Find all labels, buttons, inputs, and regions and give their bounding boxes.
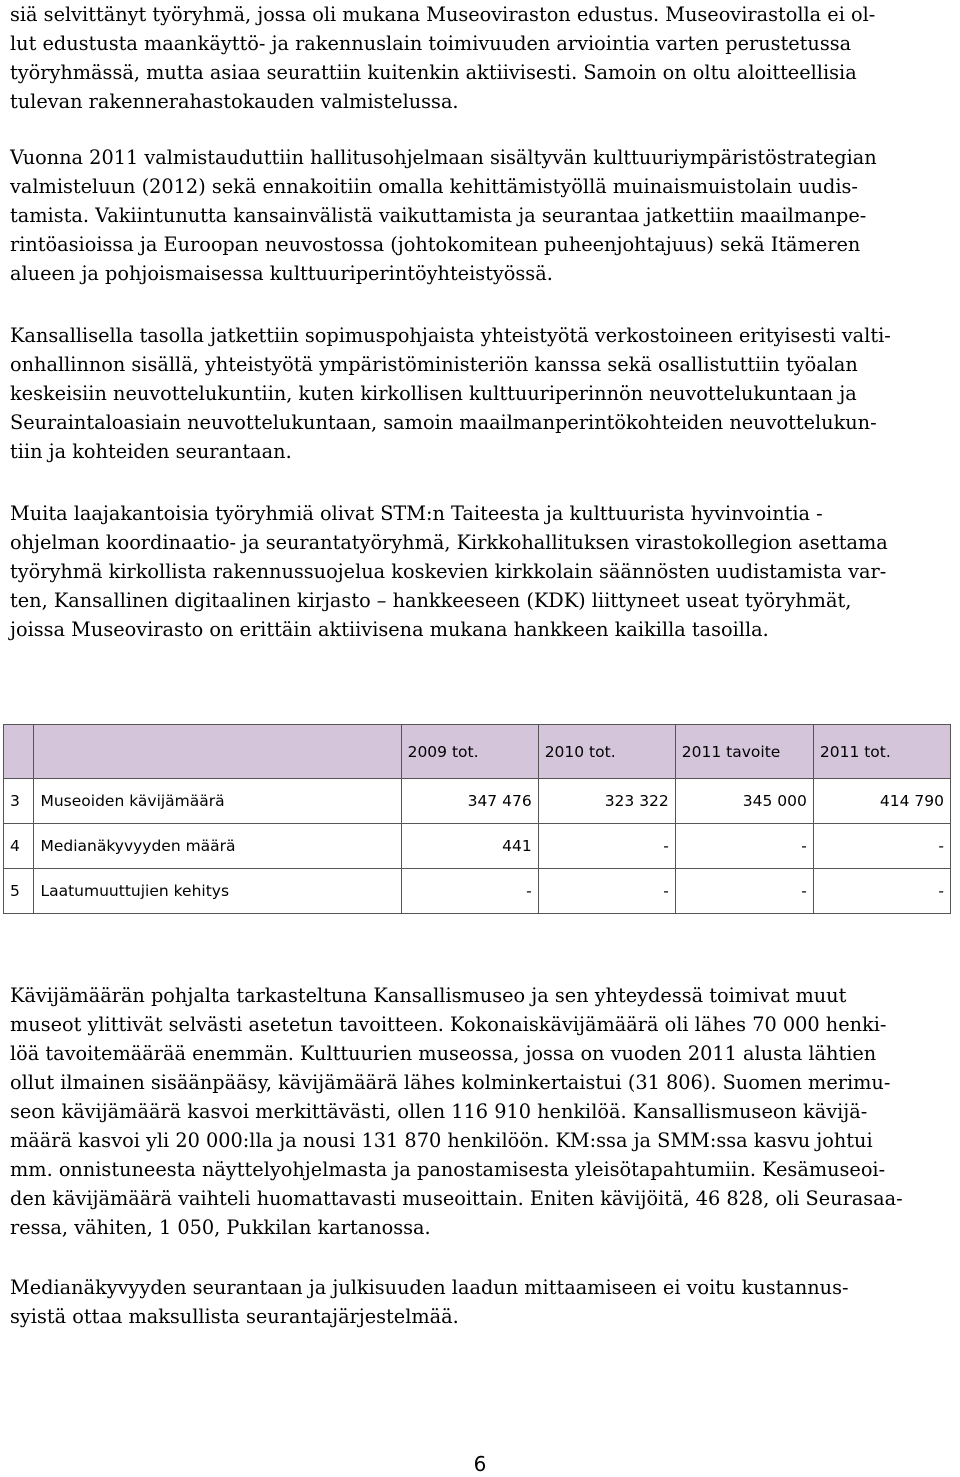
text-line: rintöasioissa ja Euroopan neuvostossa (johtokomitean puheenjohtajuus) sekä Itämeren (10, 233, 861, 256)
table-cell-number: 5 (4, 869, 34, 914)
text-line: museot ylittivät selvästi asetetun tavoitteen. Kokonaiskävijämäärä oli lähes 70 000 henki- (10, 1013, 887, 1036)
table-header-cell (34, 725, 401, 779)
page-number: 6 (473, 1452, 487, 1476)
table-cell-number: 3 (4, 779, 34, 824)
table-row (4, 869, 951, 914)
text-line: työryhmä kirkollista rakennussuojelua koskevien kirkkolain säännösten uudistamista var- (10, 560, 887, 583)
text-line: ressa, vähiten, 1 050, Pukkilan kartanossa. (10, 1216, 431, 1239)
table-cell-value: - (675, 869, 813, 914)
text-line: onhallinnon sisällä, yhteistyötä ympäristöministeriön kanssa sekä osallistuttiin työalan (10, 353, 858, 376)
text-line: alueen ja pohjoismaisessa kulttuuriperintöyhteistyössä. (10, 262, 553, 285)
table-cell-value: - (813, 824, 950, 869)
table-cell-value: - (401, 869, 538, 914)
table-cell-value: 441 (401, 824, 538, 869)
text-line: Kävijämäärän pohjalta tarkasteltuna Kansallismuseo ja sen yhteydessä toimivat muut (10, 984, 847, 1007)
text-line: ollut ilmainen sisäänpääsy, kävijämäärä lähes kolminkertaistui (31 806). Suomen merimu- (10, 1071, 891, 1094)
table-cell-value: 323 322 (538, 779, 675, 824)
text-line: siä selvittänyt työryhmä, jossa oli mukana Museoviraston edustus. Museovirastolla ei ol- (10, 3, 876, 26)
text-line: syistä ottaa maksullista seurantajärjestelmää. (10, 1305, 459, 1328)
text-line: seon kävijämäärä kasvoi merkittävästi, ollen 116 910 henkilöä. Kansallismuseon kävijä- (10, 1100, 868, 1123)
table-cell-number: 4 (4, 824, 34, 869)
table-header-cell: 2011 tavoite (675, 725, 813, 779)
paragraph-national-cooperation (10, 321, 891, 466)
table-cell-label: Medianäkyvyyden määrä (34, 824, 401, 869)
table-cell-label: Laatumuuttujien kehitys (34, 869, 401, 914)
kpi-table (3, 724, 951, 914)
text-line: löä tavoitemäärää enemmän. Kulttuurien museossa, jossa on vuoden 2011 alusta lähtien (10, 1042, 877, 1065)
table-header-row (4, 725, 951, 779)
paragraph-working-groups (10, 0, 875, 116)
text-line: lut edustusta maankäyttö- ja rakennuslain toimivuuden arviointia varten perustetussa (10, 32, 852, 55)
table-cell-value: 414 790 (813, 779, 950, 824)
text-line: Vuonna 2011 valmistauduttiin hallitusohjelmaan sisältyvän kulttuuriympäristöstrategian (10, 146, 877, 169)
table-cell-value: 347 476 (401, 779, 538, 824)
text-line: keskeisiin neuvottelukuntiin, kuten kirkollisen kulttuuriperinnön neuvottelukuntaan ja (10, 382, 857, 405)
text-line: Muita laajakantoisia työryhmiä olivat STM:n Taiteesta ja kulttuurista hyvinvointia - (10, 502, 823, 525)
text-line: tamista. Vakiintunutta kansainvälistä vaikuttamista ja seurantaa jatkettiin maailmanpe- (10, 204, 867, 227)
table-cell-label: Museoiden kävijämäärä (34, 779, 401, 824)
text-line: Medianäkyvyyden seurantaan ja julkisuuden laadun mittaamiseen ei voitu kustannus- (10, 1276, 849, 1299)
paragraph-other-working-groups (10, 499, 888, 644)
table-row (4, 779, 951, 824)
text-line: valmisteluun (2012) sekä ennakoitiin omalla kehittämistyöllä muinaismuistolain uudis- (10, 175, 858, 198)
paragraph-media-visibility (10, 1273, 849, 1331)
text-line: Kansallisella tasolla jatkettiin sopimuspohjaista yhteistyötä verkostoineen erityisesti valti- (10, 324, 891, 347)
table-row (4, 824, 951, 869)
text-line: määrä kasvoi yli 20 000:lla ja nousi 131 870 henkilöön. KM:ssa ja SMM:ssa kasvu johtui (10, 1129, 873, 1152)
paragraph-strategy-2011 (10, 143, 877, 288)
text-line: ten, Kansallinen digitaalinen kirjasto – hankkeeseen (KDK) liittyneet useat työryhmät, (10, 589, 852, 612)
text-line: ohjelman koordinaatio- ja seurantatyöryhmä, Kirkkohallituksen virastokollegion asettama (10, 531, 888, 554)
table-header-cell: 2011 tot. (813, 725, 950, 779)
text-line: tiin ja kohteiden seurantaan. (10, 440, 292, 463)
table-header-cell: 2010 tot. (538, 725, 675, 779)
table-header-cell (4, 725, 34, 779)
text-line: den kävijämäärä vaihteli huomattavasti museoittain. Eniten kävijöitä, 46 828, oli Seurasaa- (10, 1187, 903, 1210)
table-cell-value: - (813, 869, 950, 914)
table-cell-value: - (675, 824, 813, 869)
table-cell-value: - (538, 869, 675, 914)
text-line: joissa Museovirasto on erittäin aktiivisena mukana hankkeen kaikilla tasoilla. (10, 618, 769, 641)
text-line: tulevan rakennerahastokauden valmistelussa. (10, 90, 459, 113)
text-line: työryhmässä, mutta asiaa seurattiin kuitenkin aktiivisesti. Samoin on oltu aloitteellisia (10, 61, 857, 84)
text-line: Seuraintaloasiain neuvottelukuntaan, samoin maailmanperintökohteiden neuvottelukun- (10, 411, 877, 434)
table-header-cell: 2009 tot. (401, 725, 538, 779)
paragraph-visitor-numbers (10, 981, 903, 1242)
table-cell-value: - (538, 824, 675, 869)
text-line: mm. onnistuneesta näyttelyohjelmasta ja panostamisesta yleisötapahtumiin. Kesämuseoi- (10, 1158, 886, 1181)
table-cell-value: 345 000 (675, 779, 813, 824)
